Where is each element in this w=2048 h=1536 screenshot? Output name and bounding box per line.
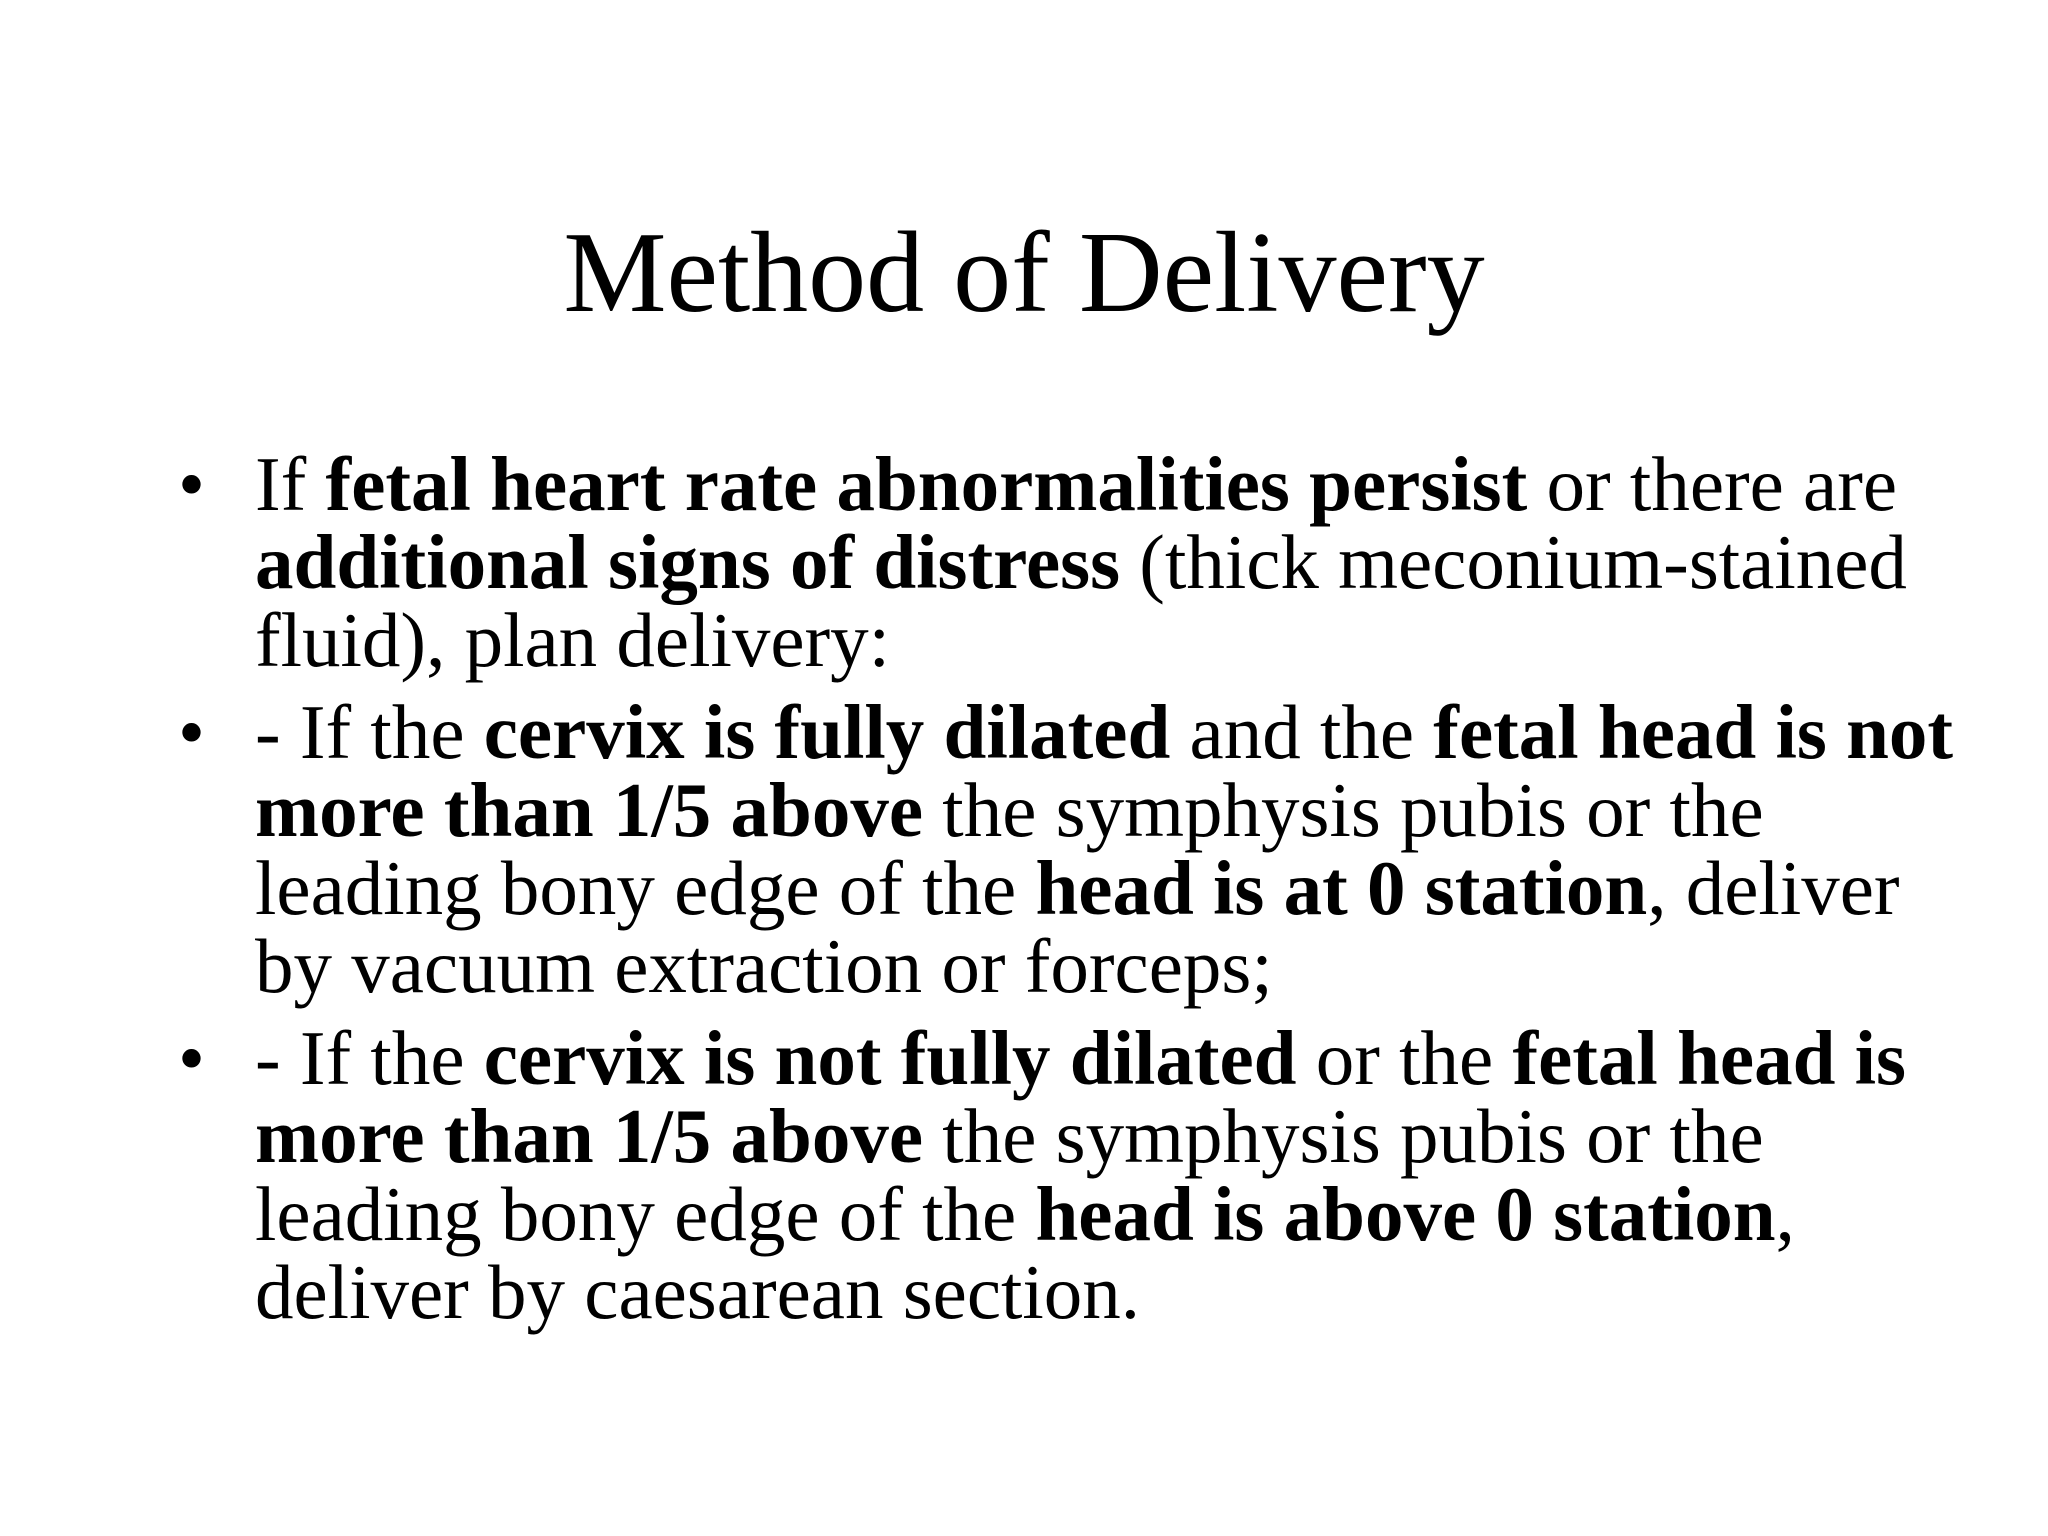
bullet-segment: or there are xyxy=(1527,441,1898,527)
slide-title: Method of Delivery xyxy=(563,209,1485,337)
bullet-text xyxy=(255,1015,1906,1335)
bullet-marker: • xyxy=(178,689,205,775)
bullet-segment-bold: cervix is fully dilated xyxy=(483,689,1171,775)
bullet-item xyxy=(0,1015,2048,1335)
bullet-segment: (thick meconium-stained fluid), plan delivery: xyxy=(255,519,1907,683)
bullet-segment-bold: head is above 0 station xyxy=(1035,1171,1776,1257)
bullet-item xyxy=(0,441,2048,683)
bullet-segment: the symphysis pubis or the leading bony edge of the xyxy=(255,767,1764,931)
bullet-segment: the symphysis pubis or the leading bony edge of the xyxy=(255,1093,1764,1257)
bullet-segment: - If the xyxy=(255,689,484,775)
bullet-segment: , deliver by caesarean section. xyxy=(255,1171,1795,1335)
bullet-segment-bold: fetal heart rate abnormalities persist xyxy=(325,441,1528,527)
bullet-segment-bold: cervix is not fully dilated xyxy=(483,1015,1297,1101)
bullet-segment: - If the xyxy=(255,1015,484,1101)
bullet-segment: , deliver by vacuum extraction or forceps; xyxy=(255,845,1900,1009)
bullet-segment-bold: additional signs of distress xyxy=(255,519,1121,605)
bullet-marker: • xyxy=(178,1015,205,1101)
bullet-text xyxy=(255,689,1953,1009)
bullet-marker: • xyxy=(178,441,205,527)
bullet-segment-bold: fetal head is not more than 1/5 above xyxy=(255,689,1954,853)
bullet-list xyxy=(0,441,2048,1345)
bullet-segment-bold: fetal head is more than 1/5 above xyxy=(255,1015,1907,1179)
bullet-segment: If xyxy=(255,441,326,527)
bullet-segment-bold: head is at 0 station xyxy=(1035,845,1648,931)
bullet-text xyxy=(255,441,1907,683)
bullet-segment: or the xyxy=(1296,1015,1513,1101)
bullet-item xyxy=(0,689,2048,1009)
bullet-segment: and the xyxy=(1170,689,1434,775)
